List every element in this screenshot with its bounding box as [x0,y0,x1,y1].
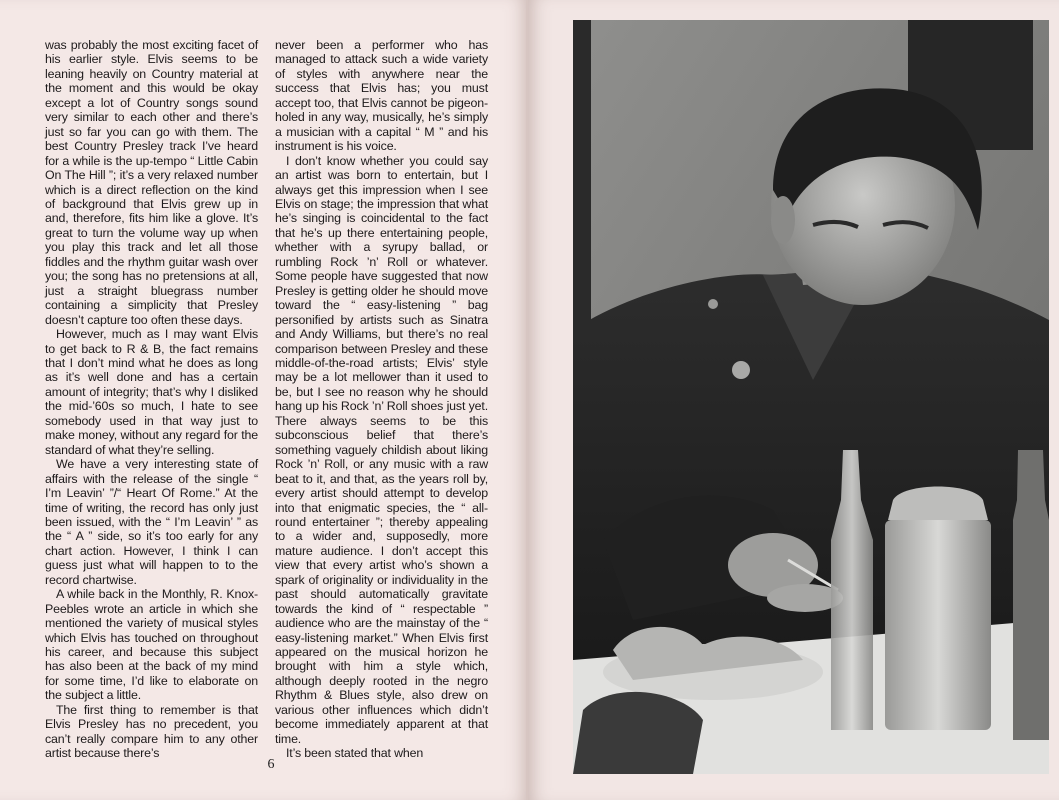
page-number: 6 [267,757,275,772]
paragraph: The first thing to remember is that Elvis Presley has no precedent, you can’t really compare him to any other artist because there’s [45,702,258,761]
sugar-dispenser [885,520,991,730]
paragraph: was probably the most exciting facet of his earlier style. Elvis seems to be leaning heavily on Country material at the moment and this would be okay except a lot of Country songs sound very similar to each other and there’s just so far you can go with them. The best Country Presley track I’ve heard for a while is the up-tempo “ Little Cabin On The Hill ”; it’s a very relaxed number which is a direct reflection on the kind of background that Elvis grew up in and, therefore, fits him like a glove. It’s great to turn the volume way up when you play this track and let all those fiddles and the rhythm guitar wash over you; the song has no pretensions at all, just a straight bluegrass number containing a simplicity that Presley doesn’t capture too often these days. [45,38,258,327]
left-page [0,0,528,800]
text-column-right [275,38,488,761]
bottle [1013,450,1049,740]
photo [573,20,1049,774]
shoulder-button [708,299,718,309]
paragraph: However, much as I may want Elvis to get back to R & B, the fact remains that I don’t mind what he does as long as it’s well done and has a certain amount of integrity; that’s why I disliked the mid-’60s so much, I hate to see somebody used in that way just to make money, without any regard for the standard of what they’re selling. [45,327,258,457]
text-column-left [45,38,258,761]
tray [573,692,703,774]
paragraph: We have a very interesting state of affairs with the release of the single “ I’m Leavin’ ”/“ Heart Of Rome.” At the time of writing, the record has only just been issued, with the “ I’m Leavin’ ” as the “ A ” side, so it’s too early for any chart action. However, I think I can guess just what will happen to to the record chartwise. [45,457,258,587]
paragraph: never been a performer who has managed to attack such a wide variety of styles with anywhere near the success that Elvis has; you must accept too, that Elvis cannot be pigeon-holed in any way, musically, he’s simply a musician with a capital “ M ” and his instrument is his voice. [275,38,488,154]
paragraph: I don’t know whether you could say an artist was born to entertain, but I always get this impression when I see Elvis on stage; the impression that what he’s singing is coincidental to the fact that he’s up there entertaining people, whether with a syrupy ballad, or rumbling Rock ’n’ Roll or whatever. Some people have suggested that now Presley is getting older he should move toward the “ easy-listening ” bag personified by artists such as Sinatra and Andy Williams, but there’s no real comparison between Presley and these middle-of-the-road artists; Elvis’ style may be a lot mellower than it used to be, but I see no reason why he should hang up his Rock ’n’ Roll shoes just yet. There always seems to be this subconscious belief that there’s something vaguely childish about liking Rock ’n’ Roll, or any music with a raw beat to it, and that, as the years roll by, every artist should attempt to develop into that enigmatic species, the “ all-round entertainer ”; thereby appealing to a wider and, supposedly, more mature audience. I don’t accept this view that every artist who’s shown a spark of originality or individuality in the past should automatically gravitate towards the kind of “ respectable ” audience who are the mainstay of the “ easy-listening market.” When Elvis first appeared on the musical horizon he brought with him a style which, although deeply rooted in the negro Rhythm & Blues style, also drew on various other influences which didn’t become immediately apparent at that time. [275,153,488,746]
ear [771,196,795,244]
photo-illustration [573,20,1049,774]
collar-insignia [732,361,750,379]
paragraph: A while back in the Monthly, R. Knox-Peebles wrote an article in which she mentioned the variety of musical styles which Elvis has touched on throughout his career, and because this subject has also been at the back of my mind for some time, I’d like to elaborate on the subject a little. [45,587,258,703]
paragraph: It’s been stated that when [286,746,424,761]
